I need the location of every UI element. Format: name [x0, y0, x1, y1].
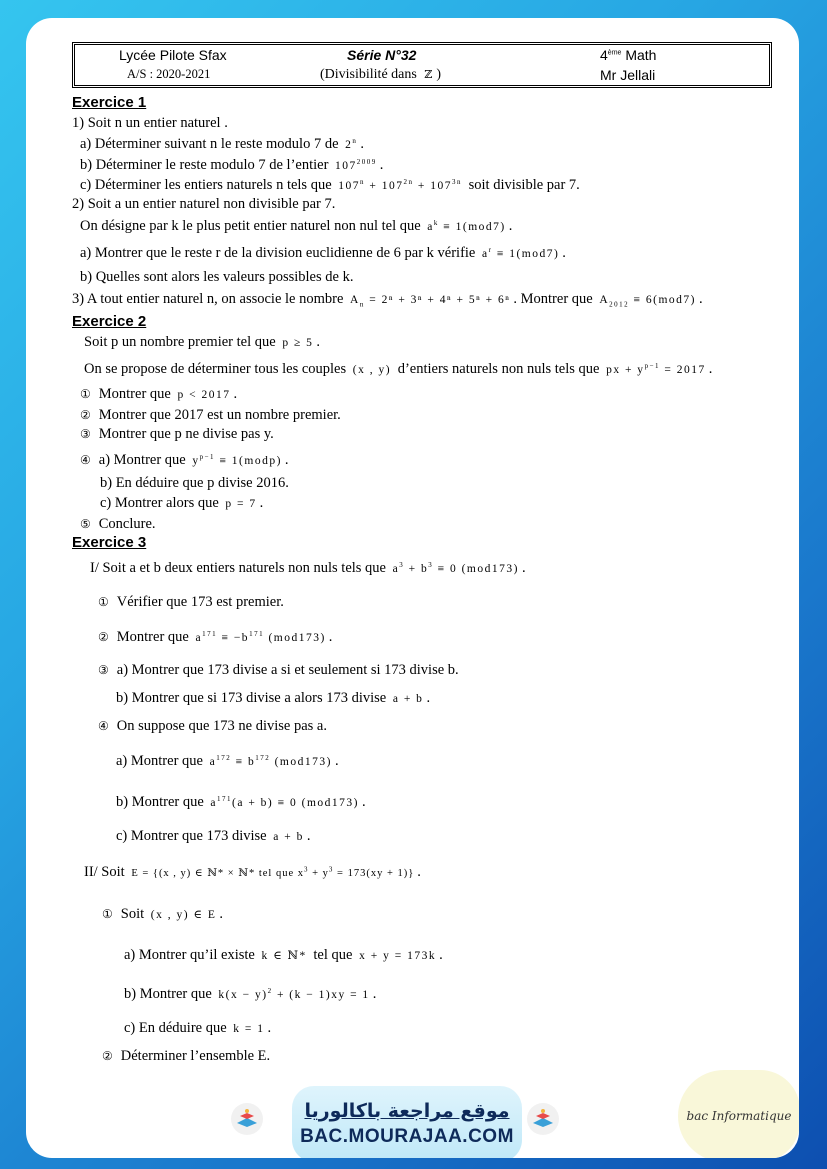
book-logo-icon — [230, 1102, 264, 1136]
ex3-question: ② Déterminer l’ensemble E. — [102, 1048, 271, 1064]
bac-informatique-logo: bac Informatique — [678, 1070, 799, 1158]
ex3-question: ① Vérifier que 173 est premier. — [98, 594, 284, 610]
ex1-line: 2) Soit a un entier naturel non divisible par 7. — [72, 196, 336, 212]
ex3-question: a) Montrer que $a^{172} \equiv b^{172}$ (mod173) . — [116, 753, 339, 769]
ex1-line: 3) A tout entier naturel n, on associe le nombre $A_n = 2^n + 3^n + 4^n + 5^n + 6^n$ . Montrer que $A_{2012} \equiv 6(mod7)$ . — [72, 291, 703, 309]
ex1-line: On désigne par k le plus petit entier naturel non nul tel que $a^k \equiv 1(mod7)$ . — [80, 218, 513, 234]
ex2-question: ③ Montrer que p ne divise pas y. — [80, 426, 274, 442]
ex3-question: ② Montrer que $a^{171} \equiv -b^{171}$ (mod173) . — [98, 629, 333, 645]
worksheet-page — [26, 18, 799, 1158]
ex3-question: c) Montrer que 173 divise a + b . — [116, 828, 311, 844]
ex1-line: a) Montrer que le reste r de la division euclidienne de 6 par k vérifie $a^r \equiv 1(mod7)$ . — [80, 245, 566, 261]
series-topic: (Divisibilité dans ℤ ) — [320, 67, 442, 82]
ex1-line: c) Déterminer les entiers naturels n tels que $107^n + 107^{2n} + 107^{3n}$ soit divisible par 7. — [80, 177, 580, 193]
level: 4ème Math — [600, 47, 657, 63]
exercise-3-title: Exercice 3 — [72, 534, 147, 551]
series-title: Série N°32 — [347, 47, 417, 63]
school-year: A/S : 2020-2021 — [127, 67, 211, 81]
ex2-question: ④ a) Montrer que $y^{p-1}$ ≡ 1(modp) . — [80, 452, 289, 468]
teacher-name: Mr Jellali — [600, 67, 656, 83]
ex3-question: b) Montrer que si 173 divise a alors 173 divise a + b . — [116, 690, 431, 706]
ex2-question: ⑤ Conclure. — [80, 516, 156, 532]
ex3-line: I/ Soit a et b deux entiers naturels non nuls tels que $a^3 + b^3 \equiv 0$ (mod173) . — [90, 560, 526, 576]
book-logo-icon — [526, 1102, 560, 1136]
ex3-question: ④ On suppose que 173 ne divise pas a. — [98, 718, 327, 734]
ex1-line: a) Déterminer suivant n le reste modulo 7 de 2$^n$ . — [80, 136, 365, 152]
ex3-question: a) Montrer qu’il existe k ∈ ℕ* tel que x + y = 173k . — [124, 947, 443, 963]
school-name: Lycée Pilote Sfax — [119, 47, 227, 63]
ex2-question: ① Montrer que p < 2017 . — [80, 386, 238, 402]
ex3-question: ① Soit (x , y) ∈ E . — [102, 906, 223, 922]
ex3-line: II/ Soit E = {(x , y) ∈ ℕ* × ℕ* tel que $x^3 + y^3 = 173(xy + 1)$} . — [84, 864, 421, 880]
ex3-question: b) Montrer que $k(x - y)^2 + (k - 1)xy = 1$ . — [124, 986, 377, 1002]
ex2-question: ② Montrer que 2017 est un nombre premier. — [80, 407, 341, 423]
ex2-question: c) Montrer alors que p = 7 . — [100, 495, 264, 511]
ex2-line: Soit p un nombre premier tel que p ≥ 5 . — [84, 334, 320, 350]
site-badge[interactable] — [292, 1086, 522, 1158]
ex3-question: ③ a) Montrer que 173 divise a si et seulement si 173 divise b. — [98, 662, 459, 678]
ex2-question: b) En déduire que p divise 2016. — [100, 475, 289, 491]
exercise-2-title: Exercice 2 — [72, 313, 147, 330]
header-box — [72, 42, 772, 88]
ex1-line: 1) Soit n un entier naturel . — [72, 115, 228, 131]
ex3-question: c) En déduire que k = 1 . — [124, 1020, 272, 1036]
ex2-line: On se propose de déterminer tous les couples (x , y) d’entiers naturels non nuls tels que px + $y^{p-1} = 2017$ . — [84, 361, 713, 377]
ex1-line: b) Déterminer le reste modulo 7 de l’entier $107^{2009}$ . — [80, 157, 384, 173]
ex1-line: b) Quelles sont alors les valeurs possibles de k. — [80, 269, 354, 285]
ex3-question: b) Montrer que $a^{171}(a + b) \equiv 0$ (mod173) . — [116, 794, 366, 810]
site-url[interactable]: BAC.MOURAJAA.COM — [300, 1126, 514, 1147]
site-name-arabic: موقع مراجعة باكالوريا — [304, 1100, 510, 1122]
exercise-1-title: Exercice 1 — [72, 94, 147, 111]
